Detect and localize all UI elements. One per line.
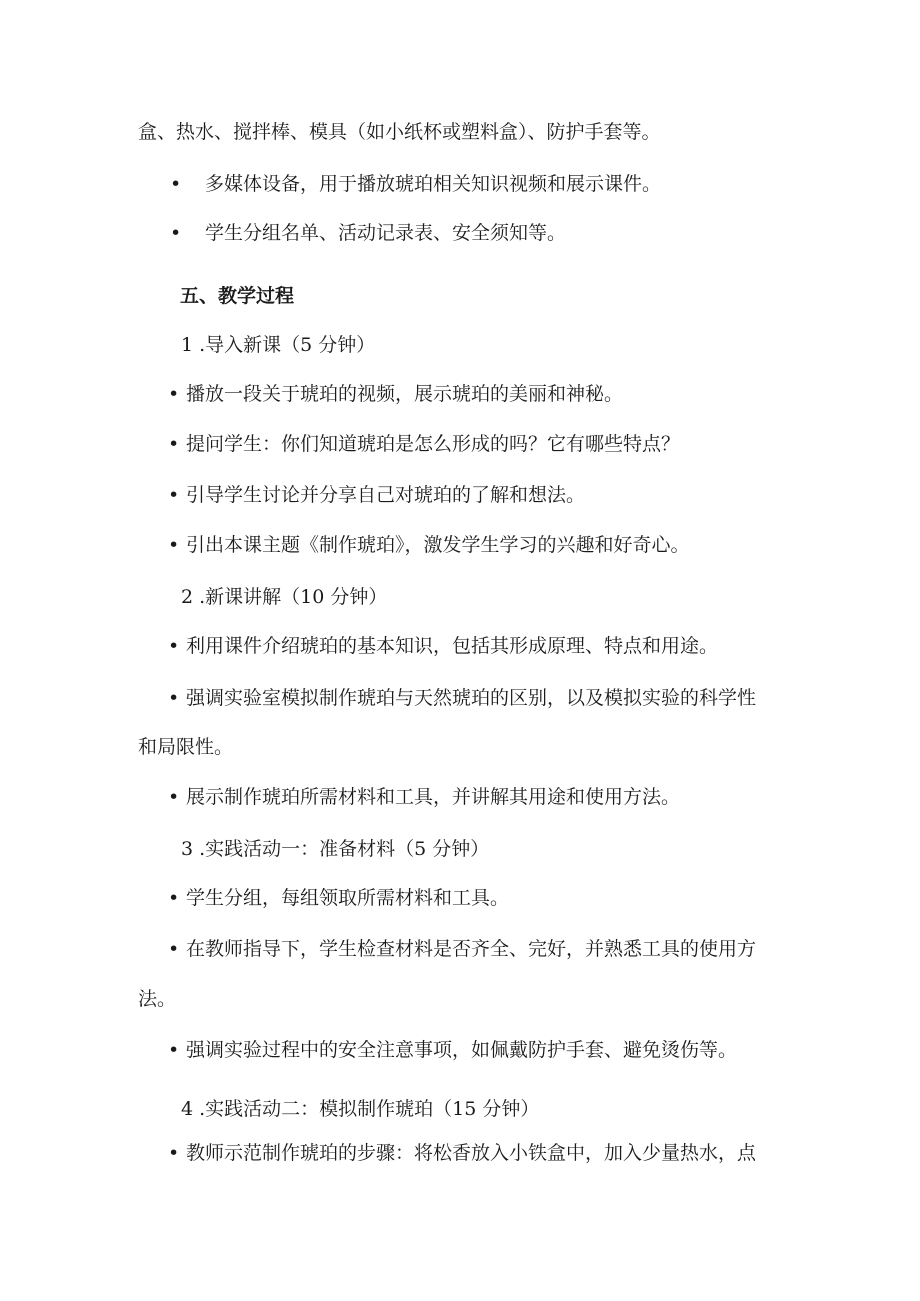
list-item-text: 播放一段关于琥珀的视频，展示琥珀的美丽和神秘。 bbox=[186, 383, 624, 405]
list-item bbox=[168, 432, 680, 456]
bullet-icon: • bbox=[170, 222, 182, 244]
subsection-heading: 3 .实践活动一：准备材料（5 分钟） bbox=[181, 838, 490, 860]
list-item bbox=[168, 533, 690, 557]
bullet-icon: • bbox=[168, 887, 180, 909]
list-item-continuation: 和局限性。 bbox=[138, 736, 234, 758]
bullet-icon: • bbox=[168, 786, 180, 808]
bullet-icon: • bbox=[168, 635, 180, 657]
list-item-text: 多媒体设备，用于播放琥珀相关知识视频和展示课件。 bbox=[205, 173, 662, 195]
list-item-text: 展示制作琥珀所需材料和工具，并讲解其用途和使用方法。 bbox=[186, 786, 681, 808]
text-line: 盒、热水、搅拌棒、模具（如小纸杯或塑料盒）、防护手套等。 bbox=[138, 121, 661, 143]
list-item bbox=[168, 382, 623, 406]
list-item bbox=[168, 937, 756, 961]
list-item-text: 学生分组，每组领取所需材料和工具。 bbox=[186, 887, 510, 909]
list-item-text: 教师示范制作琥珀的步骤：将松香放入小铁盒中，加入少量热水，点 bbox=[186, 1142, 757, 1164]
list-item-text: 引出本课主题《制作琥珀》，激发学生学习的兴趣和好奇心。 bbox=[186, 534, 690, 556]
bullet-icon: • bbox=[168, 383, 180, 405]
list-item bbox=[168, 1038, 737, 1062]
bullet-icon: • bbox=[168, 1142, 180, 1164]
bullet-icon: • bbox=[168, 534, 180, 556]
list-item-text: 强调实验过程中的安全注意事项，如佩戴防护手套、避免烫伤等。 bbox=[186, 1039, 738, 1061]
bullet-icon: • bbox=[170, 173, 182, 195]
list-item-text: 利用课件介绍琥珀的基本知识，包括其形成原理、特点和用途。 bbox=[186, 635, 719, 657]
list-item-text: 学生分组名单、活动记录表、安全须知等。 bbox=[205, 222, 567, 244]
list-item bbox=[170, 221, 566, 245]
list-item-text: 引导学生讨论并分享自己对琥珀的了解和想法。 bbox=[186, 484, 586, 506]
bullet-icon: • bbox=[168, 1039, 180, 1061]
bullet-icon: • bbox=[168, 433, 180, 455]
list-item bbox=[168, 1141, 756, 1165]
section-heading: 五、教学过程 bbox=[180, 285, 295, 307]
bullet-icon: • bbox=[168, 484, 180, 506]
bullet-icon: • bbox=[168, 938, 180, 960]
list-item-text: 提问学生：你们知道琥珀是怎么形成的吗？它有哪些特点？ bbox=[186, 433, 681, 455]
list-item bbox=[168, 886, 509, 910]
subsection-heading: 4 .实践活动二：模拟制作琥珀（15 分钟） bbox=[181, 1098, 540, 1120]
subsection-heading: 1 .导入新课（5 分钟） bbox=[181, 334, 376, 356]
list-item-text: 强调实验室模拟制作琥珀与天然琥珀的区别，以及模拟实验的科学性 bbox=[186, 687, 757, 709]
list-item bbox=[170, 172, 661, 196]
list-item bbox=[168, 483, 585, 507]
list-item bbox=[168, 785, 680, 809]
subsection-heading: 2 .新课讲解（10 分钟） bbox=[181, 586, 388, 608]
list-item bbox=[168, 634, 718, 658]
list-item bbox=[168, 686, 756, 710]
list-item-text: 在教师指导下，学生检查材料是否齐全、完好，并熟悉工具的使用方 bbox=[186, 938, 757, 960]
bullet-icon: • bbox=[168, 687, 180, 709]
list-item-continuation: 法。 bbox=[138, 988, 177, 1010]
